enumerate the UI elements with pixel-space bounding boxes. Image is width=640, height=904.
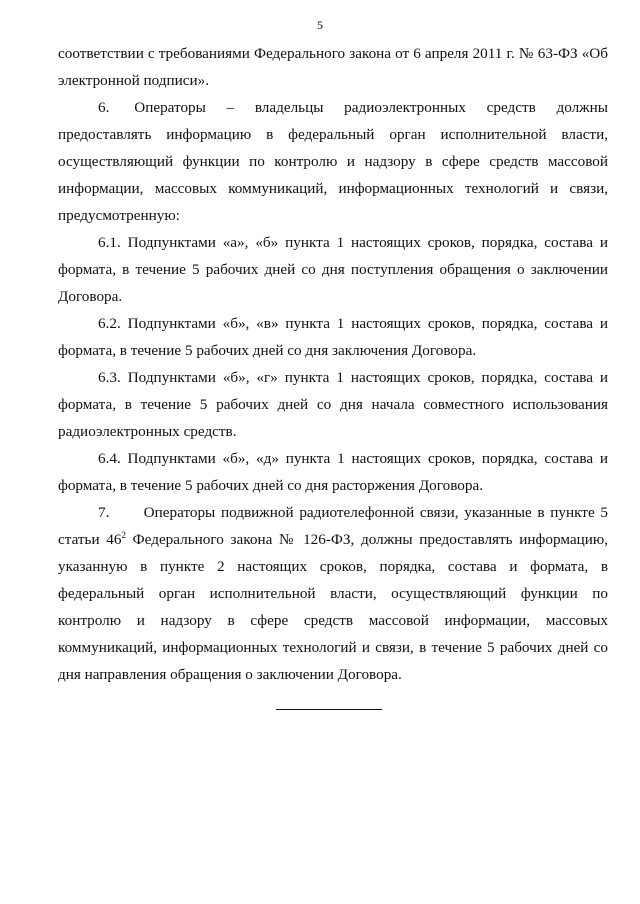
paragraph-6-2: 6.2. Подпунктами «б», «в» пункта 1 настоящих сроков, порядка, состава и формата, в течение 5 рабочих дней со дня заключения Договора.	[58, 315, 608, 359]
paragraph-6-3: 6.3. Подпунктами «б», «г» пункта 1 настоящих сроков, порядка, состава и формата, в течение 5 рабочих дней со дня начала совместного использования радиоэлектронных средств.	[58, 369, 608, 440]
end-divider-line	[276, 709, 382, 710]
paragraph-7	[58, 499, 612, 688]
paragraph-7-text-start: 7. Операторы подвижной радиотелефонной связи, указанные в пункте 5 статьи 46	[58, 504, 612, 548]
paragraph-continuation: соответствии с требованиями Федерального закона от 6 апреля 2011 г. № 63-ФЗ «Об электронной подписи».	[58, 45, 608, 89]
paragraph-6-4: 6.4. Подпунктами «б», «д» пункта 1 настоящих сроков, порядка, состава и формата, в течение 5 рабочих дней со дня расторжения Договора.	[58, 450, 608, 494]
paragraph-6-1: 6.1. Подпунктами «а», «б» пункта 1 настоящих сроков, порядка, состава и формата, в течение 5 рабочих дней со дня поступления обращения о заключении Договора.	[58, 234, 608, 305]
document-body	[58, 40, 612, 688]
superscript: 2	[121, 529, 126, 540]
page-number: 5	[317, 18, 323, 32]
paragraph-7-text-end: Федерального закона № 126-ФЗ, должны предоставлять информацию, указанную в пункте 2 настоящих сроков, порядка, состава и формата, в федеральный орган исполнительной власти, осуществляющий функции по контролю и надзору в сфере средств массовой информации, массовых коммуникаций, информационных технологий и связи, в течение 5 рабочих дней со дня направления обращения о заключении Договора.	[58, 531, 612, 683]
paragraph-6: 6. Операторы – владельцы радиоэлектронных средств должны предоставлять информацию в федеральный орган исполнительной власти, осуществляющий функции по контролю и надзору в сфере средств массовой информации, массовых коммуникаций, информационных технологий и связи, предусмотренную:	[58, 99, 612, 224]
